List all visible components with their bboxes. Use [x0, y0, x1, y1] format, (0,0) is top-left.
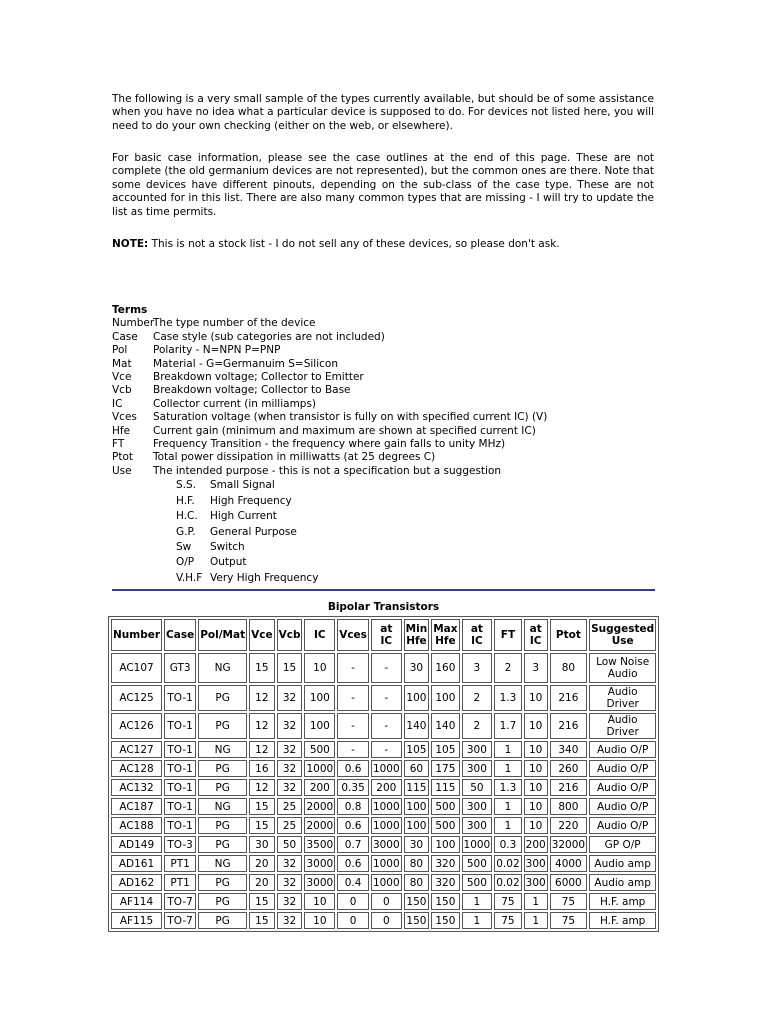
table-row [111, 741, 656, 758]
table-cell: 2000 [304, 817, 335, 834]
table-cell: 30 [404, 653, 430, 683]
table-cell: 3 [462, 653, 493, 683]
table-cell: - [337, 685, 369, 711]
term-key: Vcb [112, 384, 132, 397]
table-cell: TO-1 [164, 798, 196, 815]
table-cell: 15 [249, 798, 274, 815]
note-label: NOTE: [112, 238, 149, 250]
table-cell: 160 [431, 653, 459, 683]
table-cell: 3000 [304, 874, 335, 891]
table-cell: 3000 [304, 855, 335, 872]
terms-list [112, 317, 547, 478]
use-row [176, 540, 547, 555]
table-cell: 32000 [550, 836, 587, 853]
table-cell: 1 [462, 912, 493, 929]
table-cell: 32 [277, 741, 303, 758]
use-description: Small Signal [210, 479, 275, 492]
table-cell: 0.6 [337, 760, 369, 777]
table-cell: AD149 [111, 836, 162, 853]
table-cell: 300 [524, 874, 548, 891]
table-cell: 15 [277, 653, 303, 683]
table-cell: 32 [277, 893, 303, 910]
term-row [112, 384, 547, 397]
table-cell: 1000 [304, 760, 335, 777]
table-cell: 15 [249, 817, 274, 834]
table-row [111, 836, 656, 853]
term-description: Saturation voltage (when transistor is fully on with specified current IC) (V) [153, 411, 548, 424]
table-cell: 16 [249, 760, 274, 777]
table-cell: 150 [404, 893, 430, 910]
table-cell: - [337, 653, 369, 683]
table-cell: AF115 [111, 912, 162, 929]
table-cell: 500 [462, 874, 493, 891]
table-cell: 0.4 [337, 874, 369, 891]
table-cell: TO-1 [164, 779, 196, 796]
table-cell: 150 [404, 912, 430, 929]
table-cell: 30 [404, 836, 430, 853]
table-cell: Audio O/P [589, 798, 656, 815]
table-cell: 1000 [371, 855, 402, 872]
table-cell: 0.3 [494, 836, 521, 853]
column-header: FT [494, 619, 521, 651]
column-header: IC [304, 619, 335, 651]
term-description: Polarity - N=NPN P=PNP [153, 344, 281, 357]
term-description: The type number of the device [153, 317, 316, 330]
table-cell: - [371, 741, 402, 758]
terms-title: Terms [112, 304, 148, 316]
table-cell: 800 [550, 798, 587, 815]
table-cell: PG [198, 779, 247, 796]
table-cell: PT1 [164, 874, 196, 891]
table-cell: 100 [404, 817, 430, 834]
table-cell: 115 [404, 779, 430, 796]
table-row [111, 893, 656, 910]
table-cell: TO-1 [164, 713, 196, 739]
table-cell: 3500 [304, 836, 335, 853]
table-cell: 32 [277, 760, 303, 777]
table-cell: 75 [494, 912, 521, 929]
column-header: Suggested Use [589, 619, 656, 651]
table-cell: 1 [524, 893, 548, 910]
table-cell: 60 [404, 760, 430, 777]
use-key: H.F. [176, 494, 195, 507]
table-row [111, 855, 656, 872]
table-cell: 32 [277, 874, 303, 891]
table-cell: 12 [249, 713, 274, 739]
table-cell: 100 [304, 685, 335, 711]
table-cell: 0.6 [337, 817, 369, 834]
table-cell: Audio Driver [589, 713, 656, 739]
table-cell: 20 [249, 855, 274, 872]
table-body [111, 653, 656, 929]
term-description: Current gain (minimum and maximum are shown at specified current IC) [153, 424, 536, 437]
table-cell: 0 [371, 912, 402, 929]
column-header: Vcb [277, 619, 303, 651]
table-cell: 100 [404, 798, 430, 815]
table-cell: Audio amp [589, 874, 656, 891]
table-cell: TO-1 [164, 685, 196, 711]
table-cell: 175 [431, 760, 459, 777]
table-cell: 25 [277, 798, 303, 815]
table-cell: 100 [431, 836, 459, 853]
table-row [111, 713, 656, 739]
note-paragraph [112, 238, 654, 251]
note-text: This is not a stock list - I do not sell any of these devices, so please don't ask. [148, 238, 560, 250]
use-description: General Purpose [210, 525, 297, 538]
table-cell: 32 [277, 855, 303, 872]
table-cell: Audio Driver [589, 685, 656, 711]
table-cell: 10 [304, 893, 335, 910]
term-key: Vces [112, 411, 137, 424]
table-cell: 10 [304, 912, 335, 929]
table-cell: 1 [524, 912, 548, 929]
table-cell: PG [198, 817, 247, 834]
table-cell: Audio amp [589, 855, 656, 872]
table-cell: Audio O/P [589, 741, 656, 758]
table-cell: 12 [249, 779, 274, 796]
table-cell: 32 [277, 685, 303, 711]
table-cell: PT1 [164, 855, 196, 872]
table-row [111, 798, 656, 815]
table-cell: AC125 [111, 685, 162, 711]
table-cell: 500 [462, 855, 493, 872]
table-cell: 200 [524, 836, 548, 853]
table-cell: 10 [304, 653, 335, 683]
table-cell: 20 [249, 874, 274, 891]
table-cell: 4000 [550, 855, 587, 872]
table-cell: 15 [249, 653, 274, 683]
term-key: Ptot [112, 451, 133, 464]
table-cell: 100 [431, 685, 459, 711]
table-cell: NG [198, 855, 247, 872]
column-header: Vce [249, 619, 274, 651]
table-cell: 2 [494, 653, 521, 683]
table-cell: 140 [404, 713, 430, 739]
table-cell: 12 [249, 685, 274, 711]
table-cell: Audio O/P [589, 817, 656, 834]
term-description: The intended purpose - this is not a specification but a suggestion [153, 464, 502, 477]
term-row [112, 411, 547, 424]
table-cell: TO-7 [164, 893, 196, 910]
use-key: S.S. [176, 479, 197, 492]
use-key: O/P [176, 556, 195, 569]
table-cell: - [337, 713, 369, 739]
table-cell: 216 [550, 713, 587, 739]
column-header: at IC [371, 619, 402, 651]
table-cell: 10 [524, 741, 548, 758]
table-cell: 300 [462, 817, 493, 834]
table-cell: AC126 [111, 713, 162, 739]
term-key: Use [112, 464, 132, 477]
table-cell: 1 [494, 741, 521, 758]
table-cell: 1.7 [494, 713, 521, 739]
table-row [111, 912, 656, 929]
table-cell: PG [198, 893, 247, 910]
use-row [176, 509, 547, 524]
use-key: H.C. [176, 510, 198, 523]
table-cell: 200 [304, 779, 335, 796]
column-header: Max Hfe [431, 619, 459, 651]
table-cell: 0.7 [337, 836, 369, 853]
term-row [112, 344, 547, 357]
table-cell: H.F. amp [589, 912, 656, 929]
table-row [111, 653, 656, 683]
column-header: Number [111, 619, 162, 651]
table-cell: 10 [524, 685, 548, 711]
table-cell: AF114 [111, 893, 162, 910]
table-cell: 150 [431, 912, 459, 929]
table-cell: 500 [304, 741, 335, 758]
table-cell: 1000 [371, 798, 402, 815]
table-cell: 2000 [304, 798, 335, 815]
table-cell: 10 [524, 779, 548, 796]
table-cell: 30 [249, 836, 274, 853]
table-title: Bipolar Transistors [327, 601, 440, 613]
table-cell: 32 [277, 779, 303, 796]
table-cell: 12 [249, 741, 274, 758]
table-cell: 75 [550, 893, 587, 910]
table-cell: 300 [462, 741, 493, 758]
use-description: Switch [210, 540, 245, 553]
table-cell: AC128 [111, 760, 162, 777]
table-cell: 140 [431, 713, 459, 739]
term-row [112, 317, 547, 330]
table-cell: 0.6 [337, 855, 369, 872]
use-description: Very High Frequency [210, 571, 319, 584]
table-cell: 15 [249, 893, 274, 910]
table-row [111, 760, 656, 777]
table-cell: 80 [404, 874, 430, 891]
table-cell: 0.02 [494, 855, 521, 872]
table-cell: - [371, 653, 402, 683]
table-cell: AD162 [111, 874, 162, 891]
use-key: V.H.F [176, 571, 203, 584]
table-cell: 200 [371, 779, 402, 796]
table-cell: NG [198, 798, 247, 815]
table-cell: TO-1 [164, 760, 196, 777]
table-cell: Low Noise Audio [589, 653, 656, 683]
use-description: High Current [210, 510, 277, 523]
term-key: IC [112, 397, 123, 410]
table-row [111, 685, 656, 711]
table-cell: 1 [494, 760, 521, 777]
table-cell: PG [198, 685, 247, 711]
table-cell: PG [198, 713, 247, 739]
term-row [112, 331, 547, 344]
table-cell: NG [198, 653, 247, 683]
table-cell: 1.3 [494, 779, 521, 796]
table-cell: 10 [524, 817, 548, 834]
table-cell: 10 [524, 798, 548, 815]
bipolar-transistor-table [108, 616, 659, 932]
term-description: Breakdown voltage; Collector to Emitter [153, 371, 364, 384]
table-cell: TO-3 [164, 836, 196, 853]
term-row [112, 438, 547, 451]
table-cell: 32 [277, 912, 303, 929]
table-cell: TO-1 [164, 741, 196, 758]
table-cell: 1000 [371, 760, 402, 777]
table-cell: 1 [494, 817, 521, 834]
table-cell: 0 [337, 893, 369, 910]
term-row [112, 451, 547, 464]
table-cell: AC188 [111, 817, 162, 834]
table-cell: GP O/P [589, 836, 656, 853]
table-row [111, 779, 656, 796]
term-row [112, 398, 547, 411]
table-cell: 105 [431, 741, 459, 758]
table-cell: 10 [524, 760, 548, 777]
term-key: Case [112, 330, 138, 343]
table-row [111, 874, 656, 891]
table-cell: 300 [462, 798, 493, 815]
term-key: Vce [112, 371, 132, 384]
use-row [176, 478, 547, 493]
use-row [176, 555, 547, 570]
column-header: Ptot [550, 619, 587, 651]
column-header: Case [164, 619, 196, 651]
term-description: Case style (sub categories are not included) [153, 330, 385, 343]
table-cell: 220 [550, 817, 587, 834]
table-cell: AC127 [111, 741, 162, 758]
table-cell: 10 [524, 713, 548, 739]
table-cell: 75 [550, 912, 587, 929]
use-row [176, 571, 547, 586]
divider [112, 589, 655, 591]
use-key: Sw [176, 540, 192, 553]
table-cell: AC132 [111, 779, 162, 796]
column-header: Pol/Mat [198, 619, 247, 651]
column-header: at IC [524, 619, 548, 651]
table-cell: 320 [431, 874, 459, 891]
table-cell: PG [198, 912, 247, 929]
uses-list [176, 478, 547, 586]
table-cell: 100 [404, 685, 430, 711]
table-cell: 3000 [371, 836, 402, 853]
table-cell: 6000 [550, 874, 587, 891]
table-cell: 2 [462, 685, 493, 711]
column-header: Min Hfe [404, 619, 430, 651]
table-cell: 1 [462, 893, 493, 910]
table-cell: 115 [431, 779, 459, 796]
term-key: Hfe [112, 424, 131, 437]
use-description: High Frequency [210, 494, 292, 507]
table-cell: 0.02 [494, 874, 521, 891]
table-cell: 300 [524, 855, 548, 872]
terms-section [112, 304, 547, 586]
term-key: Pol [112, 344, 128, 357]
table-cell: 300 [462, 760, 493, 777]
table-row [111, 817, 656, 834]
table-cell: 0.35 [337, 779, 369, 796]
table-cell: 15 [249, 912, 274, 929]
use-key: G.P. [176, 525, 196, 538]
table-cell: 1000 [371, 874, 402, 891]
table-cell: 50 [277, 836, 303, 853]
table-cell: 500 [431, 798, 459, 815]
term-key: FT [112, 438, 125, 451]
table-cell: NG [198, 741, 247, 758]
table-cell: AD161 [111, 855, 162, 872]
table-cell: 150 [431, 893, 459, 910]
table-cell: 0 [371, 893, 402, 910]
term-description: Material - G=Germanuim S=Silicon [153, 357, 338, 370]
table-cell: 1000 [462, 836, 493, 853]
table-cell: 50 [462, 779, 493, 796]
term-row [112, 465, 547, 478]
intro-paragraph-2: For basic case information, please see the case outlines at the end of this page. These are not complete (the old germanium devices are not represented), but the common ones are there. Note that some devices have different pinouts, depending on the sub-class of the case type. These are not accounted for in this list. There are also many common types that are missing - I will try to update the list as time permits. [112, 152, 654, 218]
use-description: Output [210, 556, 247, 569]
table-cell: PG [198, 874, 247, 891]
use-row [176, 525, 547, 540]
table-cell: 2 [462, 713, 493, 739]
term-row [112, 425, 547, 438]
intro-paragraph-1: The following is a very small sample of the types currently available, but should be of some assistance when you have no idea what a particular device is supposed to do. For devices not listed here, you will need to do your own checking (either on the web, or elsewhere). [112, 93, 654, 132]
table-cell: 0.8 [337, 798, 369, 815]
term-description: Breakdown voltage; Collector to Base [153, 384, 351, 397]
table-cell: 1 [494, 798, 521, 815]
table-cell: 260 [550, 760, 587, 777]
table-cell: 25 [277, 817, 303, 834]
term-key: Mat [112, 357, 132, 370]
table-cell: AC107 [111, 653, 162, 683]
table-cell: - [371, 685, 402, 711]
table-cell: 105 [404, 741, 430, 758]
table-cell: AC187 [111, 798, 162, 815]
table-cell: Audio O/P [589, 779, 656, 796]
table-cell: 216 [550, 685, 587, 711]
table-cell: 75 [494, 893, 521, 910]
table-cell: 320 [431, 855, 459, 872]
table-cell: - [371, 713, 402, 739]
term-description: Collector current (in milliamps) [153, 397, 317, 410]
term-description: Frequency Transition - the frequency where gain falls to unity MHz) [153, 438, 506, 451]
table-cell: Audio O/P [589, 760, 656, 777]
table-cell: 80 [404, 855, 430, 872]
table-header-row [111, 619, 656, 651]
table-cell: PG [198, 836, 247, 853]
term-row [112, 358, 547, 371]
table-cell: - [337, 741, 369, 758]
table-cell: 216 [550, 779, 587, 796]
table-cell: PG [198, 760, 247, 777]
table-cell: 0 [337, 912, 369, 929]
column-header: at IC [462, 619, 493, 651]
table-cell: 32 [277, 713, 303, 739]
table-cell: 80 [550, 653, 587, 683]
table-cell: 1000 [371, 817, 402, 834]
table-cell: 3 [524, 653, 548, 683]
column-header: Vces [337, 619, 369, 651]
table-cell: H.F. amp [589, 893, 656, 910]
table-cell: GT3 [164, 653, 196, 683]
table-cell: 500 [431, 817, 459, 834]
table-cell: TO-7 [164, 912, 196, 929]
table-cell: TO-1 [164, 817, 196, 834]
use-row [176, 494, 547, 509]
table-cell: 340 [550, 741, 587, 758]
term-row [112, 371, 547, 384]
term-key: Number [112, 317, 155, 330]
table-cell: 1.3 [494, 685, 521, 711]
table-cell: 100 [304, 713, 335, 739]
term-description: Total power dissipation in milliwatts (at 25 degrees C) [153, 451, 436, 464]
